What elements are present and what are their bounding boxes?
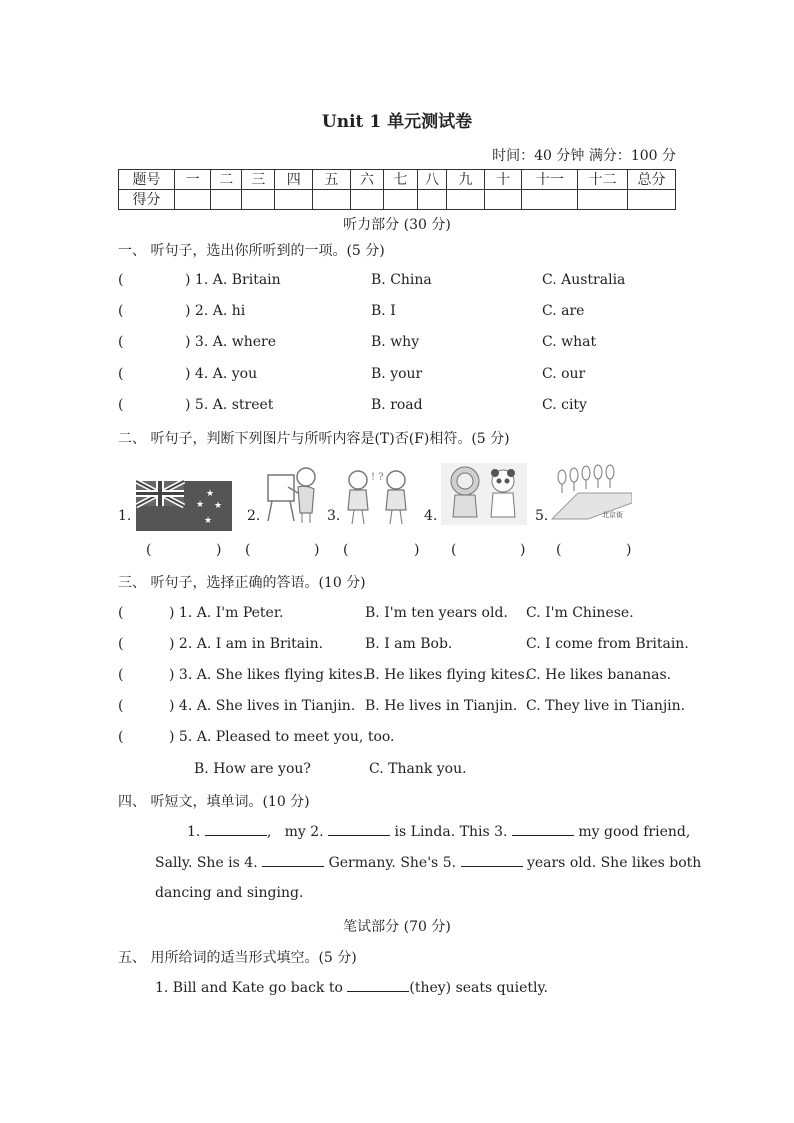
answer-paren[interactable]: ( xyxy=(146,542,152,558)
picture-number: 2. xyxy=(247,508,261,524)
table-cell: 三 xyxy=(241,170,275,190)
option-b: B. He lives in Tianjin. xyxy=(365,698,518,714)
answer-paren[interactable]: ( xyxy=(118,366,124,382)
option-c: C. city xyxy=(542,397,587,413)
option-a: ) 2. A. I am in Britain. xyxy=(169,636,324,652)
score-cell[interactable] xyxy=(211,190,241,210)
answer-paren[interactable]: ( xyxy=(118,272,124,288)
passage-text: Sally. She is 4. xyxy=(155,855,258,871)
option-a: ) 4. A. She lives in Tianjin. xyxy=(169,698,356,714)
option-b: B. China xyxy=(371,272,432,288)
option-c: C. He likes bananas. xyxy=(526,667,672,683)
score-cell[interactable] xyxy=(275,190,313,210)
blank-4[interactable] xyxy=(262,854,324,867)
answer-paren[interactable]: ( xyxy=(118,397,124,413)
answer-paren[interactable]: ( xyxy=(245,542,251,558)
table-cell: 九 xyxy=(447,170,485,190)
option-a: ) 1. A. I'm Peter. xyxy=(169,605,284,621)
option-a: ) 1. A. Britain xyxy=(185,272,281,288)
answer-paren[interactable]: ( xyxy=(118,303,124,319)
option-c: C. are xyxy=(542,303,585,319)
table-cell: 六 xyxy=(350,170,384,190)
passage-line-1 xyxy=(187,823,690,840)
svg-text:★: ★ xyxy=(206,489,215,499)
girl-painting-icon xyxy=(262,462,320,526)
table-cell: 得分 xyxy=(119,190,175,210)
answer-paren[interactable]: ( xyxy=(118,605,124,621)
answer-paren[interactable]: ( xyxy=(556,542,562,558)
table-cell: 四 xyxy=(275,170,313,190)
table-cell: 二 xyxy=(211,170,241,190)
listening-section-title: 听力部分 (30 分) xyxy=(343,217,451,233)
option-b: B. why xyxy=(371,334,420,350)
answer-paren[interactable]: ( xyxy=(118,698,124,714)
blank-1[interactable] xyxy=(205,823,267,836)
option-c: C. They live in Tianjin. xyxy=(526,698,686,714)
option-c: C. I come from Britain. xyxy=(526,636,689,652)
answer-paren[interactable]: ) xyxy=(520,542,526,558)
section-4-heading: 四、 听短文，填单词。(10 分) xyxy=(118,794,310,810)
option-b: B. your xyxy=(371,366,423,382)
passage-line-2 xyxy=(155,854,701,871)
svg-text:★: ★ xyxy=(196,500,205,510)
score-cell[interactable] xyxy=(174,190,211,210)
score-cell[interactable] xyxy=(578,190,628,210)
section-3-heading: 三、 听句子，选择正确的答语。(10 分) xyxy=(118,575,366,591)
table-cell: 十一 xyxy=(522,170,578,190)
table-cell: 题号 xyxy=(119,170,175,190)
picture-number: 4. xyxy=(424,508,438,524)
option-b: B. How are you? xyxy=(194,761,311,777)
option-c: C. I'm Chinese. xyxy=(526,605,634,621)
blank-2[interactable] xyxy=(328,823,390,836)
blank-number: 1. xyxy=(187,824,201,840)
table-cell: 十 xyxy=(484,170,522,190)
option-b: B. I'm ten years old. xyxy=(365,605,508,621)
passage-text: is Linda. This 3. xyxy=(394,824,508,840)
score-cell[interactable] xyxy=(628,190,676,210)
option-c: C. Australia xyxy=(542,272,626,288)
option-a: ) 5. A. street xyxy=(185,397,274,413)
question-text: 1. Bill and Kate go back to xyxy=(155,980,343,996)
table-cell: 七 xyxy=(384,170,418,190)
score-cell[interactable] xyxy=(447,190,485,210)
option-c: C. our xyxy=(542,366,586,382)
question-text: (they) seats quietly. xyxy=(409,980,548,996)
option-c: C. Thank you. xyxy=(369,761,467,777)
blank-answer[interactable] xyxy=(347,979,409,992)
svg-text:★: ★ xyxy=(214,501,223,511)
answer-paren[interactable]: ) xyxy=(414,542,420,558)
passage-text: , xyxy=(266,824,272,840)
passage-line-3: dancing and singing. xyxy=(155,885,304,901)
page-title: Unit 1 单元测试卷 xyxy=(321,112,473,132)
option-b: B. He likes flying kites. xyxy=(365,667,530,683)
option-b: B. I xyxy=(371,303,396,319)
score-cell[interactable] xyxy=(522,190,578,210)
answer-paren[interactable]: ( xyxy=(118,667,124,683)
picture-number: 1. xyxy=(118,508,132,524)
score-cell[interactable] xyxy=(350,190,384,210)
answer-paren[interactable]: ) xyxy=(216,542,222,558)
option-b: B. I am Bob. xyxy=(365,636,453,652)
option-a: ) 4. A. you xyxy=(185,366,258,382)
picture-number: 3. xyxy=(327,508,341,524)
score-table-score-row xyxy=(119,190,676,210)
blank-5[interactable] xyxy=(461,854,523,867)
table-cell: 五 xyxy=(313,170,351,190)
score-table-header-row xyxy=(119,170,676,190)
score-cell[interactable] xyxy=(313,190,351,210)
exam-meta: 时间：40 分钟 满分：100 分 xyxy=(492,148,676,164)
two-girls-greeting-icon xyxy=(340,464,416,528)
answer-paren[interactable]: ( xyxy=(343,542,349,558)
passage-text: Germany. She's 5. xyxy=(328,855,457,871)
blank-3[interactable] xyxy=(512,823,574,836)
option-c: C. what xyxy=(542,334,597,350)
question-5-1 xyxy=(155,979,548,996)
score-cell[interactable] xyxy=(241,190,275,210)
new-zealand-flag-icon xyxy=(136,474,232,538)
score-cell[interactable] xyxy=(384,190,418,210)
picture-number: 5. xyxy=(535,508,549,524)
section-5-heading: 五、 用所给词的适当形式填空。(5 分) xyxy=(118,950,357,966)
option-a: ) 5. A. Pleased to meet you, too. xyxy=(169,729,395,745)
answer-paren[interactable]: ) xyxy=(314,542,320,558)
table-cell: 八 xyxy=(417,170,446,190)
answer-paren[interactable]: ( xyxy=(451,542,457,558)
score-table xyxy=(118,169,676,210)
answer-paren[interactable]: ( xyxy=(118,334,124,350)
section-2-heading: 二、 听句子，判断下列图片与所听内容是(T)否(F)相符。(5 分) xyxy=(118,431,510,447)
table-cell: 一 xyxy=(174,170,211,190)
passage-text: my good friend, xyxy=(578,824,691,840)
answer-paren[interactable]: ( xyxy=(118,636,124,652)
section-1-heading: 一、 听句子，选出你所听到的一项。(5 分) xyxy=(118,243,385,259)
writing-section-title: 笔试部分 (70 分) xyxy=(343,919,451,935)
road-sign-label: 北京街 xyxy=(602,511,623,519)
svg-text:★: ★ xyxy=(204,516,213,526)
passage-text: my 2. xyxy=(284,824,324,840)
table-cell: 十二 xyxy=(578,170,628,190)
option-a: ) 3. A. where xyxy=(185,334,276,350)
score-cell[interactable] xyxy=(417,190,446,210)
table-cell: 总分 xyxy=(628,170,676,190)
score-cell[interactable] xyxy=(484,190,522,210)
svg-text:! ?: ! ? xyxy=(371,472,384,483)
lion-and-panda-icon xyxy=(441,462,527,526)
answer-paren[interactable]: ( xyxy=(118,729,124,745)
option-a: ) 2. A. hi xyxy=(185,303,246,319)
option-b: B. road xyxy=(371,397,423,413)
passage-text: years old. She likes both xyxy=(526,855,702,871)
street-sign-icon xyxy=(548,462,632,526)
answer-paren[interactable]: ) xyxy=(626,542,632,558)
option-a: ) 3. A. She likes flying kites. xyxy=(169,667,368,683)
